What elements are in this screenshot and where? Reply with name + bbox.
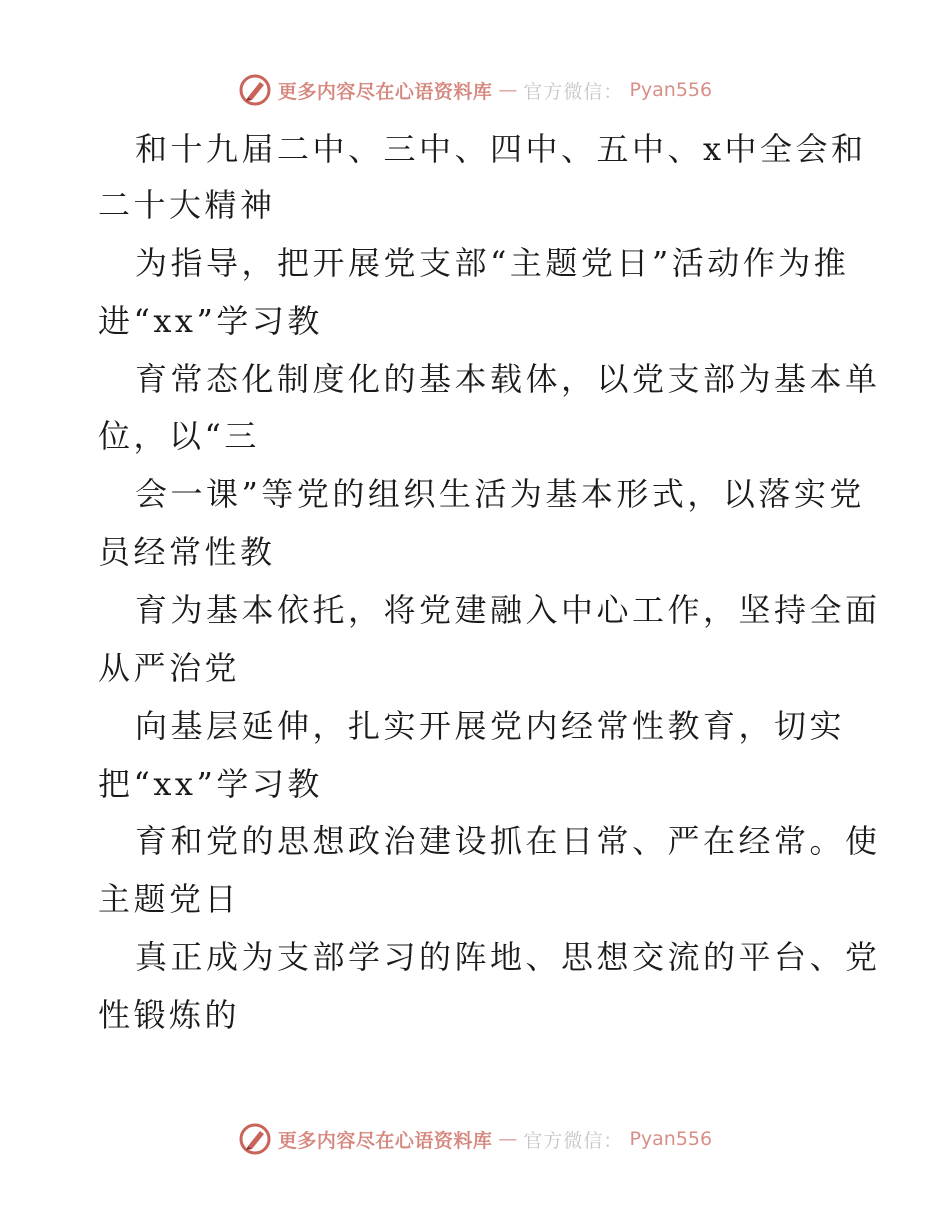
paragraph-7-line-2: 主题党日 — [98, 880, 241, 918]
watermark-separator: — — [498, 1128, 518, 1150]
pen-logo-icon — [238, 73, 272, 107]
paragraph-8-line-2: 性锻炼的 — [98, 996, 241, 1034]
paragraph-6-line-2: 把“xx”学习教 — [98, 765, 323, 803]
watermark-id: Pyan556 — [629, 1128, 713, 1150]
watermark-separator: — — [498, 79, 518, 101]
paragraph-4-line-2: 员经常性教 — [98, 533, 276, 571]
pen-logo-icon — [238, 1122, 272, 1156]
watermark-official-label: 官方微信： — [523, 80, 624, 103]
paragraph-7-line-1: 育和党的思想政治建设抓在日常、严在经常。使 — [135, 822, 881, 860]
paragraph-1-line-2: 二十大精神 — [98, 186, 276, 224]
paragraph-3-line-1: 育常态化制度化的基本载体，以党支部为基本单 — [135, 360, 881, 398]
paragraph-3-line-2: 位，以“三 — [98, 417, 260, 455]
footer-watermark — [0, 1119, 950, 1159]
paragraph-6-line-1: 向基层延伸，扎实开展党内经常性教育，切实 — [135, 707, 846, 745]
paragraph-4-line-1: 会一课”等党的组织生活为基本形式，以落实党 — [135, 475, 865, 513]
paragraph-5-line-2: 从严治党 — [98, 649, 241, 687]
paragraph-5-line-1: 育为基本依托，将党建融入中心工作，坚持全面 — [135, 591, 881, 629]
paragraph-1-line-1: 和十九届二中、三中、四中、五中、x中全会和 — [135, 130, 867, 168]
paragraph-2-line-2: 进“xx”学习教 — [98, 302, 323, 340]
header-watermark — [0, 70, 950, 110]
paragraph-8-line-1: 真正成为支部学习的阵地、思想交流的平台、党 — [135, 938, 881, 976]
watermark-id: Pyan556 — [629, 79, 713, 101]
watermark-official-label: 官方微信： — [523, 1129, 624, 1152]
paragraph-2-line-1: 为指导，把开展党支部“主题党日”活动作为推 — [135, 244, 850, 282]
watermark-main-text: 更多内容尽在心语资料库 — [277, 1129, 493, 1152]
watermark-main-text: 更多内容尽在心语资料库 — [277, 80, 493, 103]
